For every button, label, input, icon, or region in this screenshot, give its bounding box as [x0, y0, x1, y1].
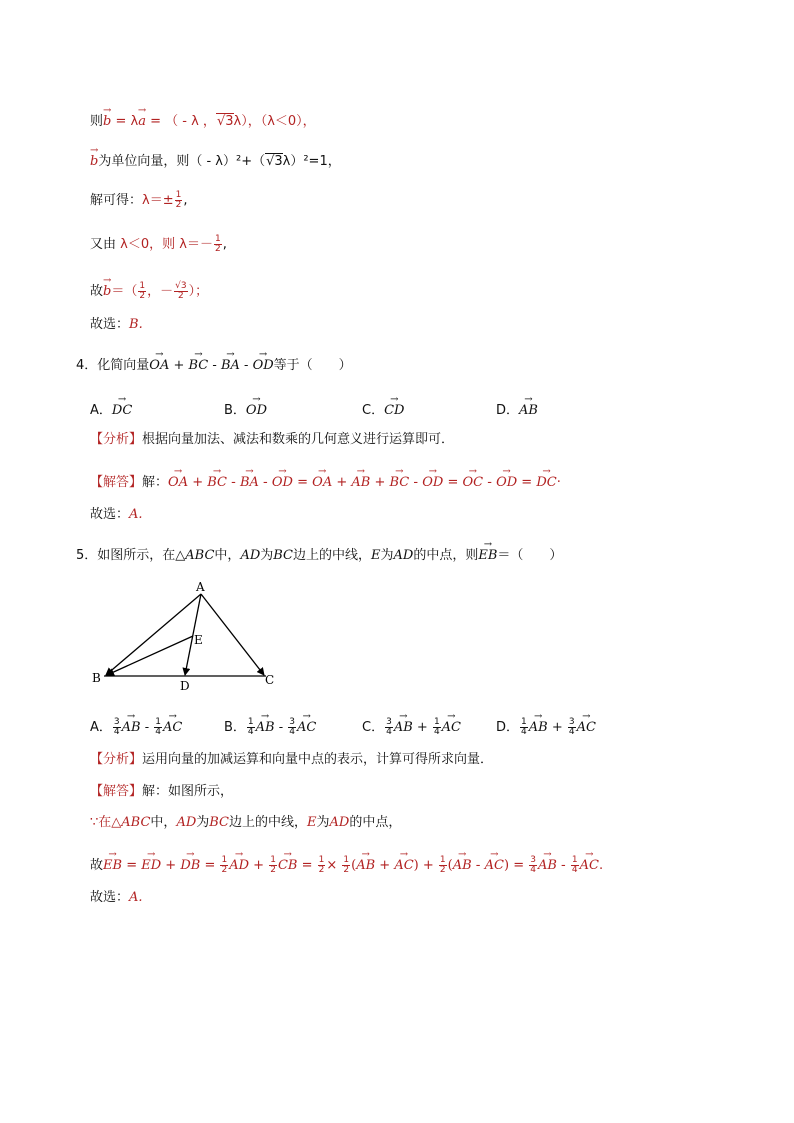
option-vector: → AB: [519, 395, 538, 421]
vector-OD: → OD: [253, 350, 274, 376]
stem-var: E: [371, 548, 381, 563]
fraction-one-half: $\frac{1}{2}$: [139, 281, 146, 301]
analysis-tag: 【分析】: [90, 432, 143, 447]
q4-analysis: [90, 430, 454, 450]
q5-analysis: [90, 750, 493, 770]
stem-text: 为: [260, 548, 274, 563]
q5-because: [90, 813, 401, 833]
label-E: E: [194, 633, 203, 647]
choose-answer: B.: [129, 317, 143, 332]
q4-derivation: → OA + → BC - → BA - → OD = → OA + → AB + → BC - → OD = → OC - → OD = → DC·: [168, 475, 561, 490]
answer-tag: 【解答】: [90, 475, 143, 490]
because-var: AD: [176, 815, 197, 830]
q5-stem: [76, 540, 562, 566]
vector-OA: → OA: [149, 350, 169, 376]
text-l2-tail: λ）²=1，: [282, 154, 341, 169]
vector-b: → b: [103, 106, 111, 132]
vector-BC: → BC: [189, 350, 209, 376]
stem-var: AD: [393, 548, 414, 563]
q4-answer: [90, 467, 561, 493]
analysis-text: 运用向量的加减运算和向量中点的表示，计算可得所求向量．: [142, 752, 494, 767]
stem-text: 的中点，则: [413, 548, 479, 563]
text-l4-value: λ＝－: [179, 237, 213, 252]
fraction-one-half: $\frac{1}{2}$: [214, 234, 221, 254]
solution-line-5: 故→ b＝（ $\frac{1}{2}$ ，－ $\frac{√3}{2}$ ）；: [90, 276, 208, 302]
stem-text: 为: [380, 548, 394, 563]
q5-choose: [90, 888, 143, 908]
stem-var: BC: [273, 548, 294, 563]
stem-text: 如图所示，在△: [97, 548, 186, 563]
label-A: A: [196, 580, 205, 594]
option-letter: B．: [224, 720, 246, 735]
q5-derivation-math: → EB = → ED + → DB = $\frac{1}{2}$ → AD + $\frac{1}{2}$ → CB = $\frac{1}{2}$ × $\frac{1}{2}$ (→ AB + → AC) + $\frac{1}{2}$ (→ AB - → AC) = $\frac{3}{4}$ → AB - $\frac{1}{4}$ → AC.: [103, 858, 603, 873]
because-text: 中，: [150, 815, 177, 830]
stem-var: ABC: [185, 548, 215, 563]
solution-line-4: 又由 λ＜0，则 λ＝－ $\frac{1}{2}$ ,: [90, 234, 227, 254]
choose-answer: A.: [129, 890, 143, 905]
q4-stem: 4．化简向量→ OA + → BC - → BA - → OD等于（ ）: [76, 350, 352, 376]
q4-option-a[interactable]: [90, 395, 132, 421]
triangle-figure: [88, 578, 288, 693]
because-var: E: [307, 815, 317, 830]
because-text: 为: [316, 815, 330, 830]
label-C: C: [265, 673, 275, 687]
solution-line-2: [90, 146, 341, 172]
option-vector: → OD: [246, 395, 267, 421]
text-l5-label: 故: [90, 284, 104, 299]
answer-text: 解：如图所示，: [142, 784, 234, 799]
q5-option-a[interactable]: A． $\frac{3}{4}$ → AB - $\frac{1}{4}$ → AC: [90, 712, 182, 738]
q5-option-b[interactable]: B． $\frac{1}{4}$ → AB - $\frac{3}{4}$ → AC: [224, 712, 316, 738]
label-B: B: [92, 671, 101, 685]
analysis-tag: 【分析】: [90, 752, 143, 767]
vector-EB: → EB: [478, 540, 497, 566]
option-letter: D．: [496, 720, 520, 735]
label-D: D: [180, 679, 190, 693]
fraction-sqrt3-half: $\frac{√3}{2}$: [175, 281, 187, 301]
option-letter: C．: [362, 720, 385, 735]
vector-b: → b: [90, 146, 98, 172]
choose-label: 故选：: [90, 890, 130, 905]
q4-options: [90, 395, 590, 417]
q5-option-c[interactable]: C． $\frac{3}{4}$ → AB + $\frac{1}{4}$ → AC: [362, 712, 461, 738]
stem-text: ＝（ ）: [497, 548, 563, 563]
solution-line-6: [90, 315, 143, 335]
q4-option-b[interactable]: [224, 395, 267, 421]
text-l3-label: 解可得：: [90, 193, 143, 208]
option-letter: D．: [496, 403, 520, 418]
vector-AC-line: [201, 594, 264, 675]
vector-a: → a: [138, 106, 146, 132]
text-l4-label: 又由: [90, 237, 117, 252]
fraction-one-half: $\frac{1}{2}$: [175, 190, 182, 210]
q4-option-c[interactable]: [362, 395, 404, 421]
text-ze: 则: [90, 114, 104, 129]
because-text: ∵在△: [90, 815, 122, 830]
answer-tag: 【解答】: [90, 784, 143, 799]
because-var: ABC: [121, 815, 151, 830]
stem-var: AD: [240, 548, 261, 563]
q5-derivation: [90, 850, 603, 876]
text-l1-rest: （ - λ ，: [165, 114, 216, 129]
vector-b: → b: [103, 276, 111, 302]
option-vector: → CD: [384, 395, 404, 421]
option-letter: B．: [224, 403, 246, 418]
choose-label: 故选：: [90, 317, 130, 332]
vector-EB-line: [107, 636, 193, 675]
option-letter: C．: [362, 403, 385, 418]
stem-text: 边上的中线，: [293, 548, 372, 563]
text-l3-value: λ＝±: [142, 193, 174, 208]
because-var: BC: [209, 815, 230, 830]
q4-stem-prefix: 化简向量: [97, 358, 150, 373]
analysis-text: 根据向量加法、减法和数乘的几何意义进行运算即可．: [142, 432, 455, 447]
q4-number: 4．: [76, 358, 98, 373]
because-var: AD: [329, 815, 350, 830]
sqrt-3: √3: [216, 114, 234, 129]
option-letter: A．: [90, 720, 112, 735]
q4-stem-suffix: 等于（ ）: [273, 358, 352, 373]
q5-answer: [90, 782, 233, 802]
q5-option-d[interactable]: D． $\frac{1}{4}$ → AB + $\frac{3}{4}$ → AC: [496, 712, 596, 738]
option-vector: → DC: [112, 395, 132, 421]
q4-option-d[interactable]: [496, 395, 538, 421]
solution-line-1: 则→ b = λ→ a = （ - λ ，√3λ），（λ＜0），: [90, 106, 316, 132]
final-prefix: 故: [90, 858, 104, 873]
text-l5-value: ＝（: [111, 284, 138, 299]
answer-prefix: 解：: [142, 475, 169, 490]
q5-number: 5．: [76, 548, 98, 563]
q5-options: [90, 712, 610, 736]
text-l1-tail: λ），（λ＜0），: [233, 114, 316, 129]
solution-line-3: 解可得：λ＝± $\frac{1}{2}$ ,: [90, 190, 188, 210]
option-letter: A．: [90, 403, 112, 418]
q4-choose: [90, 505, 143, 525]
choose-label: 故选：: [90, 507, 130, 522]
text-l4-cond: λ＜0，则: [120, 237, 176, 252]
sqrt-3: √3: [266, 154, 283, 169]
text-l2: 为单位向量，则（ - λ）²+（: [98, 154, 266, 169]
because-text: 为: [196, 815, 210, 830]
vector-BA: → BA: [221, 350, 240, 376]
because-text: 的中点，: [349, 815, 402, 830]
because-text: 边上的中线，: [229, 815, 308, 830]
stem-text: 中，: [214, 548, 241, 563]
choose-answer: A.: [129, 507, 143, 522]
